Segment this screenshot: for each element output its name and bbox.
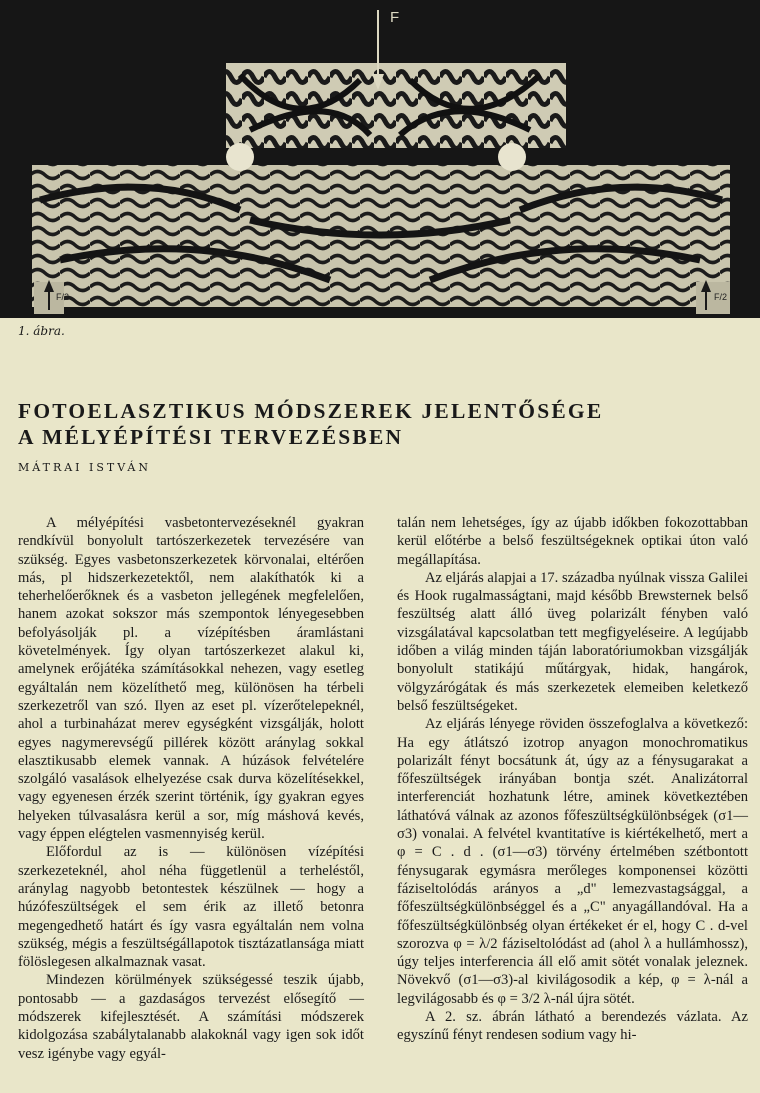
title-line-1: FOTOELASZTIKUS MÓDSZEREK JELENTŐSÉGE xyxy=(18,399,604,423)
right-support-label: F/2 xyxy=(714,292,728,302)
paragraph: Az eljárás alapjai a 17. századba nyúlnak vissza Galilei és Hook rugalmasságtani, majd később Brewsternek belső feszültség alatt álló üveg polarizált fényben való vizsgálatával kapcsolatban tett megfigyeléseire. A legújabb időben a világ minden táján laboratóriumokban vizsgálják bonyolult statikájú műtárgyak, hidak, hangárok, völgyzárógátak és más szerkezetek elemeiben keletkező belső feszültségeket. xyxy=(397,569,748,714)
left-support-label: F/2 xyxy=(56,292,70,302)
article-author: MÁTRAI ISTVÁN xyxy=(18,461,151,474)
paragraph: A mélyépítési vasbetontervezéseknél gyakran rendkívül bonyolult tartószerkezetek tervezésére van szükség. Egyes vasbetonszerkezetek körvonalai, eltérően más, pl hidszerkezetektől, nem alakíthatók ki a teherhelőerőknek és a vasbeton jellegének megfelelően, hanem azokat sokszor más szempontok lényegesebben befolyásolják pl. a vízépítésben áramlástani követelmények. Így olyan tartószerkezet alakul ki, amelynek erőjátéka számításokkal nehezen, vagy esetleg egyáltalán nem közelíthető meg, különösen ha térbeli szerkezetről van szó. Ilyen az eset pl. vízerőtelepeknél, ahol a turbinaházat merev egységként vizsgálják, holott egyes nagymerevségű pillérek között aránylag sokkal elasztikusabb elemek vannak. A húzások felvételére szolgáló vasalások elhelyezése csak durva közelítésekkel, vagy egyenesen érzék szerint történik, így gyakran egyes helyeken túlvasalásra kerül a sor, míg máshová kevés, vagy éppen elégtelen vasmennyiség kerül. xyxy=(18,515,364,843)
right-column xyxy=(397,514,748,1045)
fringe-pattern-photo xyxy=(0,0,760,318)
article-title xyxy=(18,398,743,450)
left-column xyxy=(18,514,364,1063)
paragraph: Az eljárás lényege röviden összefoglalva a következő: Ha egy átlátszó izotrop anyagon monochromatikus polarizált fényt bocsátunk át, úgy az a fénysugarakat a főfeszültségek irányában bontja szét. Analizátorral interferenciát hozhatunk létre, aminek következtében láthatóvá válnak az azonos főfeszültségkülönbségek (σ1—σ3) vonalai. A felvétel kvantitatíve is kiértékelhető, mert a φ = C . d . (σ1—σ3) törvény értelmében szétbontott fénysugarak egymásra merőleges komponensei közötti fáziseltolódás arányos a „d" lemezvastagsággal, a főfeszültségkülönbséggel és a „C" anyagállandóval. Ha a főfeszültségkülönbség olyan értékeket ér el, hogy C . d-vel szorozva φ = λ/2 fáziseltolódást ad (ahol λ a hullámhossz), úgy teljes interferencia áll elő amit sötét vonalak jeleznek. Növekvő (σ1—σ3)-al kivilágosodik a kép, φ = λ-nál a legvilágosabb és φ = 3/2 λ-nál újra sötét. xyxy=(397,716,748,1007)
paragraph: talán nem lehetséges, így az újabb időkben fokozottabban kerül előtérbe a belső feszültségeknek optikai úton való megállapítása. xyxy=(397,515,748,568)
title-line-2: A MÉLYÉPÍTÉSI TERVEZÉSBEN xyxy=(18,425,404,449)
paragraph: Mindezen körülmények szükségessé teszik újabb, pontosabb — a gazdaságos tervezést elősegítő — módszerek kifejlesztését. A számítási módszerek kidolgozása szabálytalanabb alakoknál vagy igen sok időt vesz igénybe vagy egyál- xyxy=(18,972,364,1062)
paragraph: Előfordul az is — különösen vízépítési szerkezeteknél, ahol néha függetlenül a terheléstől, aránylag nagyobb betontestek készülnek — hogy a húzófeszültségek el sem érik az illető betonra megengedhető határt és így vasra egyáltalán nem volna szükség, mégis a feszültségállapotok tisztázatlansága miatt fölöslegesen alkalmaznak vasat. xyxy=(18,844,364,971)
force-label: F xyxy=(390,9,400,26)
figure-caption: 1. ábra. xyxy=(18,324,65,338)
paragraph: A 2. sz. ábrán látható a berendezés vázlata. Az egyszínű fényt rendesen sodium vagy hi- xyxy=(397,1009,748,1044)
photoelastic-figure xyxy=(0,0,760,318)
